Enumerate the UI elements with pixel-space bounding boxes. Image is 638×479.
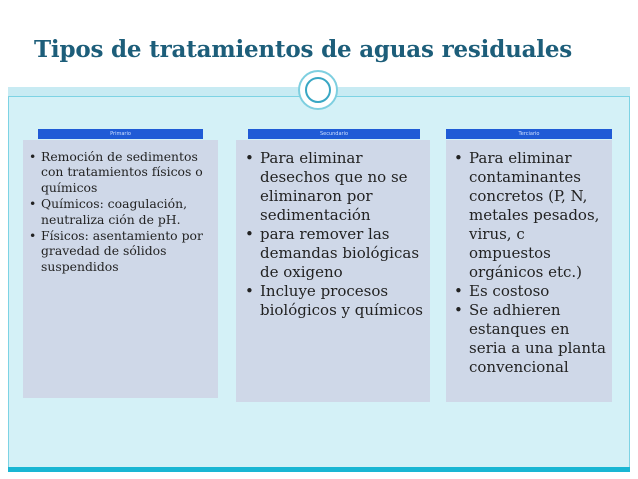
slide-title: Tipos de tratamientos de aguas residuales <box>34 36 573 63</box>
tab-terciario: Terciario <box>446 129 612 139</box>
list-item-text: Es costoso <box>469 282 550 300</box>
circle-ornament-icon <box>298 70 338 110</box>
list-item-text: Remoción de sedimentos con tratamientos físicos o químicos <box>41 149 203 195</box>
list-item <box>452 149 609 282</box>
bullet-list <box>243 149 425 320</box>
list-item-text: Se adhieren estanques en seria a una planta convencional <box>469 301 606 376</box>
tab-secundario: Secundario <box>248 129 420 139</box>
list-item-text: Incluye procesos biológicos y químicos <box>260 282 424 319</box>
bullet-icon: • <box>29 196 37 212</box>
bullet-list <box>452 149 609 377</box>
bullet-icon: • <box>454 301 463 319</box>
list-item <box>243 225 425 282</box>
list-item-text: Para eliminar contaminantes concretos (P, N, metales pesados, virus, c ompuestos orgánicos etc.) <box>469 149 600 281</box>
bullet-icon: • <box>454 282 463 300</box>
column-box-primario <box>23 140 218 398</box>
bullet-icon: • <box>29 228 37 244</box>
bullet-list <box>27 149 212 274</box>
bullet-icon: • <box>245 282 254 300</box>
column-box-secundario <box>236 140 430 402</box>
bullet-icon: • <box>245 225 254 243</box>
list-item-text: Físicos: asentamiento por gravedad de sólidos suspendidos <box>41 228 203 274</box>
list-item <box>452 301 609 377</box>
list-item <box>27 228 212 274</box>
list-item <box>243 149 425 225</box>
list-item <box>452 282 609 301</box>
bullet-icon: • <box>454 149 463 167</box>
bullet-icon: • <box>29 149 37 164</box>
column-box-terciario <box>446 140 612 402</box>
list-item <box>27 196 212 227</box>
list-item-text: Para eliminar desechos que no se eliminaron por sedimentación <box>260 149 408 224</box>
list-item-text: Químicos: coagulación, neutraliza ción de pH. <box>41 196 188 227</box>
list-item <box>27 149 212 195</box>
list-item <box>243 282 425 320</box>
circle-ornament-inner <box>305 77 331 103</box>
list-item-text: para remover las demandas biológicas de oxigeno <box>260 225 420 281</box>
tab-primario: Primario <box>38 129 203 139</box>
bottom-accent-bar <box>8 467 630 472</box>
bullet-icon: • <box>245 149 254 167</box>
